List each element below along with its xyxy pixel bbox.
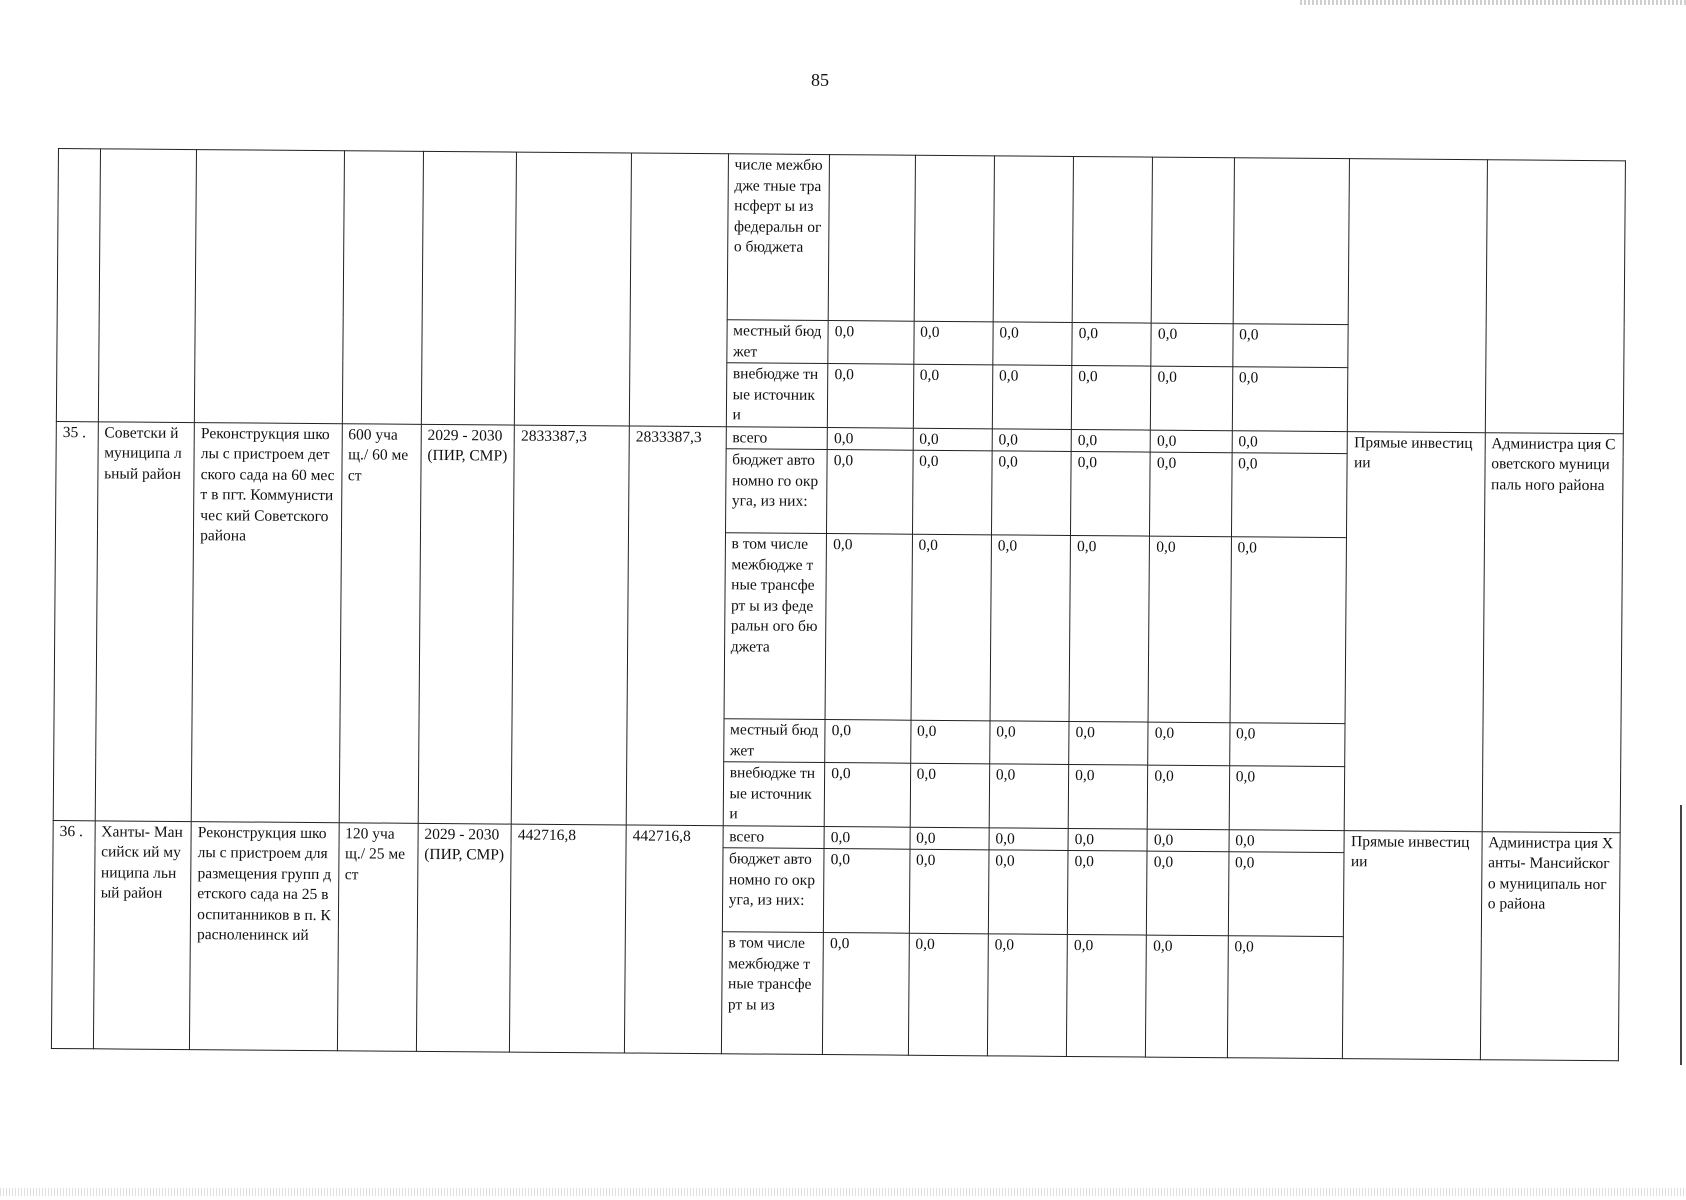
funding-value: 0,0 [828, 364, 914, 428]
period: 2029 - 2030 (ПИР, СМР) [416, 823, 511, 1052]
funding-value: 0,0 [1229, 766, 1345, 830]
object-name: Реконструкция школы с пристроем детского сада на 60 мест в пгт. Коммунистичес кий Советского района [191, 422, 341, 822]
cont-municipality-cell [98, 149, 197, 422]
total-cost: 442716,8 [510, 824, 627, 1053]
remaining-cost: 2833387,3 [626, 425, 726, 825]
funding-value: 0,0 [1230, 537, 1347, 724]
municipality: Ханты- Мансийск ий муниципа льный район [93, 820, 191, 1049]
funding-source: местный бюджет [723, 719, 825, 763]
funding-value: 0,0 [1228, 852, 1344, 937]
municipality: Советски й муниципа льный район [95, 421, 195, 821]
customer: Администра ция Советского муниципаль ного района [1482, 432, 1623, 832]
funding-value: 0,0 [1147, 829, 1228, 852]
funding-value: 0,0 [1147, 851, 1229, 936]
scan-artifact-right [1680, 805, 1682, 1065]
funding-value: 0,0 [1068, 828, 1147, 851]
cont-remaining-cell [629, 153, 728, 426]
funding-value: 0,0 [1068, 764, 1148, 828]
row-index: 36 . [51, 820, 94, 1049]
total-cost: 2833387,3 [511, 425, 629, 825]
funding-value: 0,0 [993, 322, 1073, 366]
funding-value: 0,0 [1229, 723, 1345, 767]
cont-customer-cell [1485, 160, 1625, 434]
funding-value: 0,0 [824, 763, 910, 827]
funding-value: 0,0 [1069, 721, 1149, 765]
investment-table [51, 148, 1626, 1061]
funding-value: 0,0 [913, 364, 993, 428]
funding-value: 0,0 [1232, 324, 1348, 368]
funding-value: 0,0 [989, 764, 1069, 828]
customer: Администра ция Ханты- Мансийского муниципаль ного района [1480, 831, 1620, 1061]
funding-value: 0,0 [827, 427, 913, 450]
cont-object-cell [195, 150, 344, 424]
funding-value: 0,0 [1229, 829, 1345, 852]
investment-type: Прямые инвестиции [1343, 830, 1482, 1060]
document-sheet [51, 148, 1626, 1061]
funding-value: 0,0 [1150, 452, 1232, 537]
funding-value: 0,0 [825, 720, 911, 764]
funding-value: 0,0 [1071, 451, 1151, 536]
funding-value: 0,0 [1151, 323, 1233, 367]
object-name: Реконструкция школы с пристроем для размещения групп детского сада на 25 воспитанников в п. Красноленинск ий [190, 821, 339, 1051]
funding-value: 0,0 [908, 933, 988, 1056]
cont-investment-cell [1348, 159, 1487, 433]
funding-value: 0,0 [913, 428, 992, 451]
funding-value: 0,0 [1148, 722, 1230, 766]
funding-source: местный бюджет [726, 320, 828, 364]
funding-value: 0,0 [825, 534, 912, 721]
funding-value: 0,0 [1150, 430, 1231, 453]
investment-type: Прямые инвестиции [1345, 431, 1485, 831]
funding-value: 0,0 [1066, 934, 1146, 1057]
funding-value: 0,0 [910, 763, 990, 827]
funding-value: 0,0 [1231, 453, 1347, 538]
cont-index-cell [56, 149, 100, 422]
funding-value: 0,0 [1067, 850, 1147, 935]
cont-period-cell [421, 151, 517, 424]
funding-value: 0,0 [823, 933, 909, 1056]
funding-value: 0,0 [987, 934, 1067, 1057]
funding-value: 0,0 [1148, 765, 1230, 829]
funding-source: бюджет автономно го округа, из них: [725, 449, 827, 534]
funding-source: внебюдже тные источники [723, 762, 825, 826]
scan-artifact-bottom [0, 1188, 1686, 1196]
funding-value: 0,0 [911, 534, 992, 721]
funding-value: 0,0 [913, 321, 993, 365]
page-number: 85 [811, 70, 829, 90]
funding-source: в том числе межбюдже тные трансферт ы из [721, 932, 824, 1055]
remaining-cost: 442716,8 [625, 824, 723, 1053]
row-index: 35 . [53, 421, 98, 820]
funding-value: 0,0 [1151, 366, 1233, 430]
funding-value: 0,0 [1227, 936, 1344, 1059]
funding-value: 0,0 [827, 450, 913, 535]
funding-value: 0,0 [1069, 535, 1150, 722]
funding-value: 0,0 [990, 721, 1070, 765]
funding-value: 0,0 [910, 720, 990, 764]
cont-capacity-cell [342, 151, 423, 424]
capacity: 120 учащ./ 25 мест [337, 822, 418, 1051]
funding-value: 0,0 [1071, 365, 1151, 429]
funding-value: 0,0 [988, 850, 1068, 935]
funding-source: всего [726, 426, 828, 449]
funding-source: всего [723, 825, 825, 848]
capacity: 600 учащ./ 60 мест [339, 423, 421, 823]
scan-artifact-top [1300, 0, 1686, 5]
funding-value: 0,0 [910, 827, 989, 850]
funding-value: 0,0 [1071, 429, 1150, 452]
funding-value: 0,0 [991, 451, 1071, 536]
funding-source: внебюдже тные источники [726, 363, 828, 427]
funding-value: 0,0 [824, 826, 910, 849]
period: 2029 - 2030 (ПИР, СМР) [418, 424, 515, 824]
funding-value: 0,0 [1148, 536, 1231, 723]
funding-value: 0,0 [828, 321, 914, 365]
funding-source: бюджет автономно го округа, из них: [722, 848, 824, 933]
funding-value: 0,0 [990, 535, 1071, 722]
funding-source: в том числе межбюдже тные трансферт ы из федеральн ого бюджета [724, 533, 827, 720]
funding-value: 0,0 [1146, 935, 1228, 1058]
funding-value: 0,0 [909, 849, 989, 934]
continuation-row [57, 149, 1625, 327]
funding-value: 0,0 [912, 450, 992, 535]
funding-value: 0,0 [1232, 367, 1348, 431]
funding-value: 0,0 [992, 428, 1071, 451]
funding-source: числе межбюдже тные трансферт ы из федеральн ого бюджета [727, 154, 830, 321]
funding-value: 0,0 [824, 849, 910, 934]
funding-value: 0,0 [992, 365, 1072, 429]
funding-value: 0,0 [1232, 430, 1348, 453]
funding-value: 0,0 [1072, 322, 1152, 366]
cont-total-cell [515, 152, 632, 425]
funding-value: 0,0 [989, 827, 1068, 850]
